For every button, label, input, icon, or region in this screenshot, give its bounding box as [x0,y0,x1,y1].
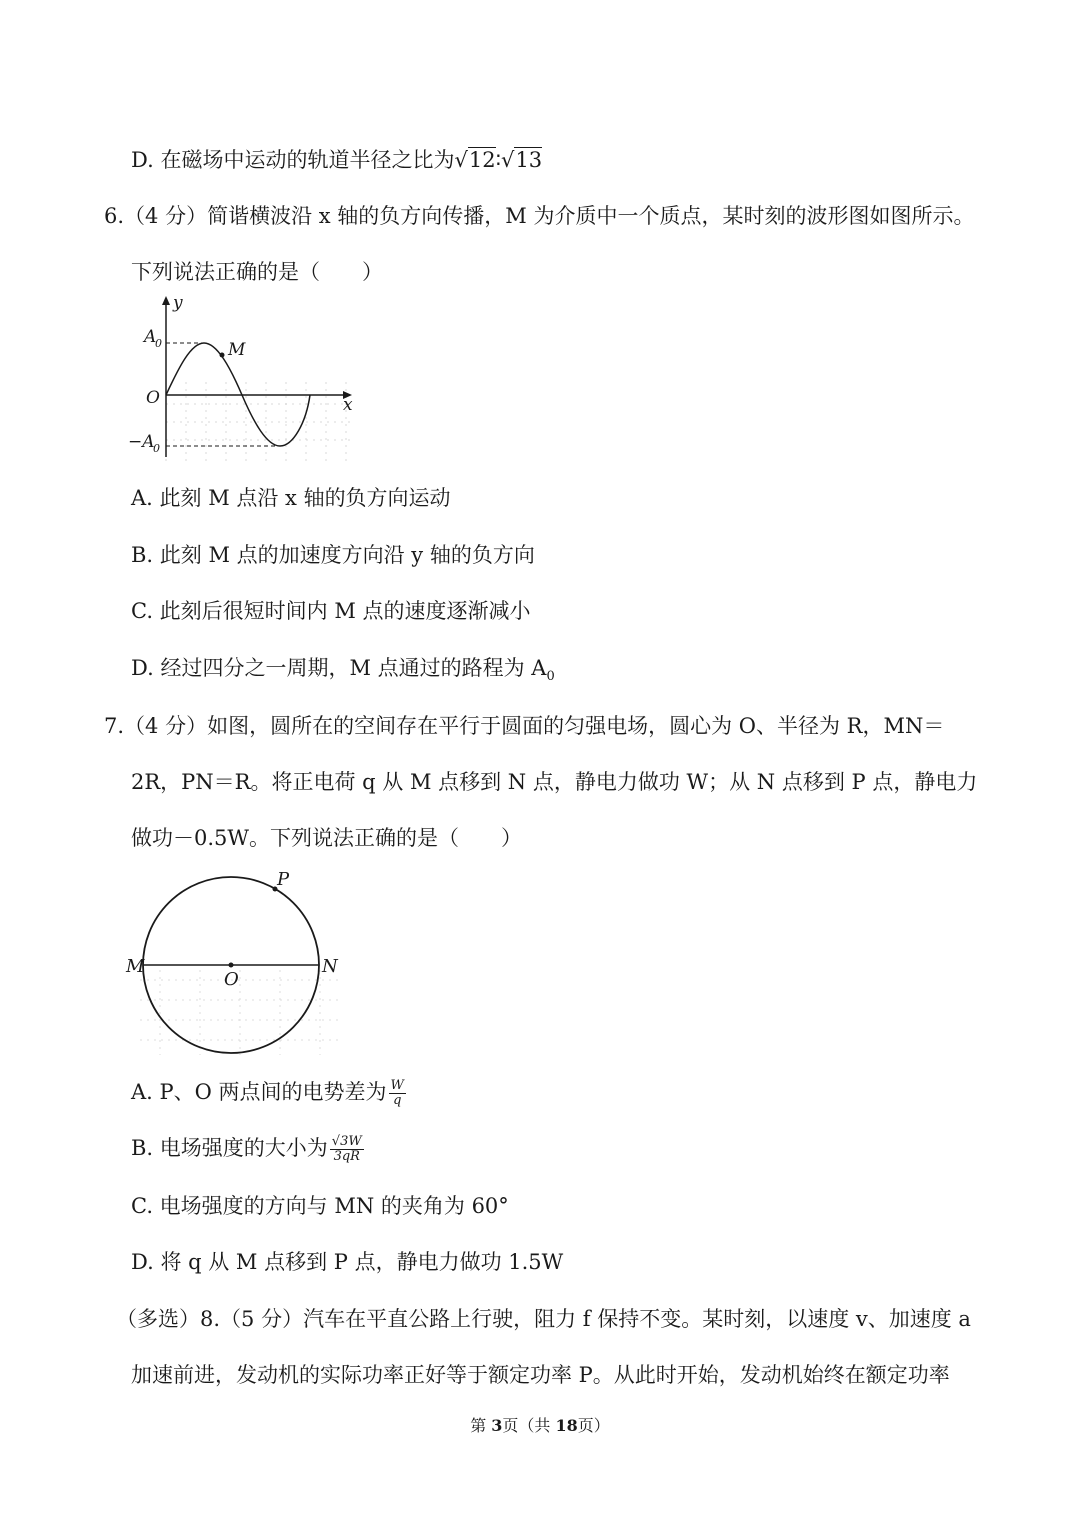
q8-stem-line-2: 加速前进，发动机的实际功率正好等于额定功率 P。从此时开始，发动机始终在额定功率 [131,1363,950,1387]
q7-option-a [131,1077,406,1108]
footer-middle: 页（共 [502,1416,556,1435]
q7-circle-figure [120,865,360,1065]
neg-amplitude-subscript: 0 [153,442,160,455]
q7-option-b [131,1133,364,1164]
point-n-label: N [322,956,338,977]
figure-grid [140,970,340,1055]
ratio-separator: ∶ [495,148,502,172]
q7-stem-line-1: 7.（4 分）如图，圆所在的空间存在平行于圆面的匀强电场，圆心为 O、半径为 R，MN＝ [104,714,945,738]
q7-option-c: C. 电场强度的方向与 MN 的夹角为 60° [131,1194,509,1218]
point-m-label: M [228,340,246,360]
q7-stem-line-2: 2R，PN＝R。将正电荷 q 从 M 点移到 N 点，静电力做功 W；从 N 点移到 P 点，静电力 [131,770,978,794]
q6-stem-line-2: 下列说法正确的是（ ） [131,260,383,284]
q6-wave-figure [120,292,370,467]
center-o-label: O [224,969,239,990]
fraction-numerator: √3W [331,1134,362,1149]
q8-stem-line-1: （多选）8.（5 分）汽车在平直公路上行驶，阻力 f 保持不变。某时刻，以速度 v、加速度 a [116,1307,971,1331]
amplitude-subscript: 0 [155,337,162,350]
q7-option-b-text: B. 电场强度的大小为 [131,1136,328,1160]
footer-prefix: 第 [470,1416,492,1435]
q7-option-d: D. 将 q 从 M 点移到 P 点，静电力做功 1.5W [131,1250,564,1274]
fraction-denominator: q [393,1093,402,1108]
q5-option-d-text: D. 在磁场中运动的轨道半径之比为 [131,148,455,172]
q6-option-a: A. 此刻 M 点沿 x 轴的负方向运动 [131,486,451,510]
point-m-dot [220,353,225,358]
q5-option-d [131,145,542,175]
footer-page-number: 3 [491,1416,503,1435]
y-axis-arrow [162,296,170,305]
q5-radicand-2: 13 [515,148,543,172]
q6-option-d [131,653,555,692]
fraction-numerator: W [390,1078,404,1093]
amplitude-label: A [144,327,157,347]
x-axis-label: x [343,395,353,415]
q7-option-b-fraction [330,1135,364,1164]
q6-stem-line-1: 6.（4 分）简谐横波沿 x 轴的负方向传播，M 为介质中一个质点，某时刻的波形图如图所示。 [104,204,975,228]
fraction-denominator: 3qR [333,1149,360,1164]
neg-amplitude-label: −A [128,432,155,452]
page-footer [0,1413,1080,1436]
y-axis-label: y [173,293,183,313]
sqrt-sign: √12 [454,148,496,172]
q6-option-d-text: D. 经过四分之一周期，M 点通过的路程为 A [131,656,547,680]
q7-option-a-text: A. P、O 两点间的电势差为 [131,1080,387,1104]
q6-option-d-subscript: 0 [546,669,555,685]
q5-radicand-1: 12 [468,148,496,172]
origin-label: O [146,388,160,408]
center-o-dot [229,963,234,968]
q6-option-c: C. 此刻后很短时间内 M 点的速度逐渐减小 [131,599,531,623]
point-m-label: M [126,956,145,977]
sqrt-sign: √13 [501,148,543,172]
q7-option-a-fraction [389,1079,406,1108]
point-p-label: P [277,869,290,890]
footer-suffix: 页） [577,1416,610,1435]
q7-stem-line-3: 做功－0.5W。下列说法正确的是（ ） [131,826,522,850]
q6-option-b: B. 此刻 M 点的加速度方向沿 y 轴的负方向 [131,543,535,567]
footer-total-pages: 18 [555,1416,578,1435]
